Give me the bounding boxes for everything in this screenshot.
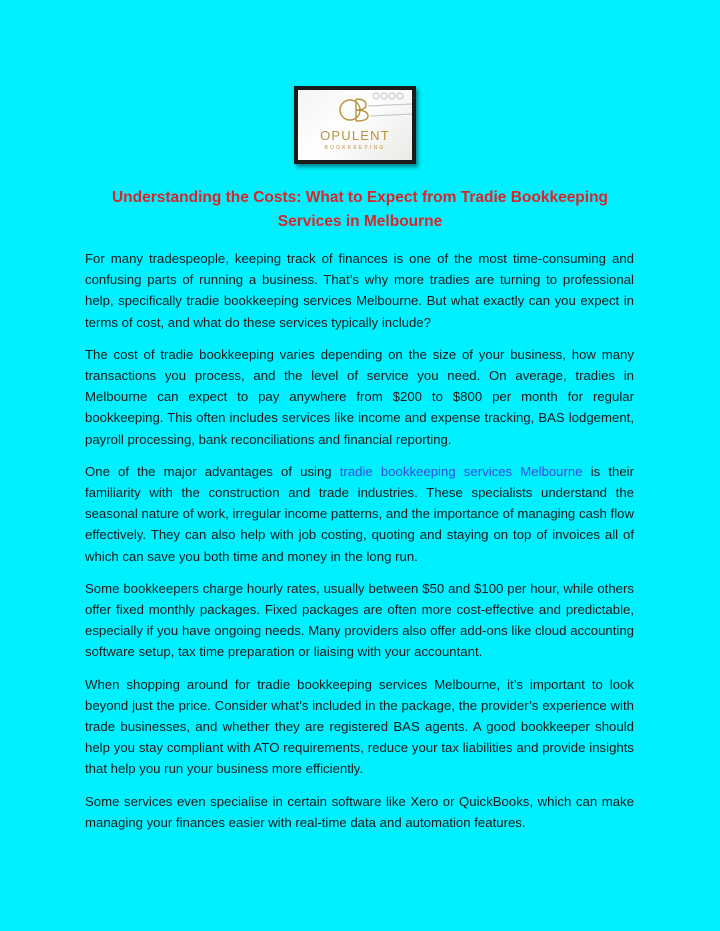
paragraph-cost: The cost of tradie bookkeeping varies depending on the size of your business, how many transactions you process, and the level of service you need. On average, tradies in Melbourne can expect to pay anywhere from $200 to $800 per month for regular bookkeeping. This often includes services like income and expense tracking, BAS lodgement, payroll processing, bank reconciliations and financial reporting. — [85, 346, 634, 447]
logo-name: OPULENT — [320, 128, 390, 143]
logo-tagline: BOOKKEEPING — [324, 145, 386, 151]
paragraph-software: Some services even specialise in certain software like Xero or QuickBooks, which can make managing your finances easier with real-time data and automation features. — [85, 793, 634, 830]
article-body — [85, 248, 634, 844]
logo-frame — [294, 86, 416, 164]
paragraph-advantages-rest: is their familiarity with the construction and trade industries. These specialists understand the seasonal nature of work, irregular income patterns, and the importance of managing cash flow effectively. They can also help with job costing, quoting and staying on top of invoices all of which can save you both time and money in the long run. — [85, 463, 634, 564]
paragraph-shopping: When shopping around for tradie bookkeeping services Melbourne, it’s important to look beyond just the price. Consider what’s included in the package, the provider’s experience with trade businesses, and whether they are registered BAS agents. A good bookkeeper should help you stay compliant with ATO requirements, reduce your tax liabilities and provide insights that help you run your business more efficiently. — [85, 676, 634, 777]
paragraph-advantages-lead: One of the major advantages of using — [85, 463, 340, 479]
paragraph-intro: For many tradespeople, keeping track of finances is one of the most time-consuming and confusing parts of running a business. That’s why more tradies are turning to professional help, specifically tradie bookkeeping services Melbourne. But what exactly can you expect in terms of cost, and what do these services typically include? — [85, 251, 634, 330]
logo — [298, 90, 412, 160]
article-title: Understanding the Costs: What to Expect from Tradie Bookkeeping Services in Melbourne — [111, 189, 609, 230]
paragraph-rates: Some bookkeepers charge hourly rates, usually between $50 and $100 per hour, while others offer fixed monthly packages. Fixed packages are often more cost-effective and predictable, especially if you have ongoing needs. Many providers also offer add-ons like cloud accounting software setup, tax time preparation or liaising with your accountant. — [85, 580, 634, 660]
paragraph-advantages — [85, 461, 634, 567]
tradie-bookkeeping-link[interactable]: tradie bookkeeping services Melbourne — [339, 463, 583, 479]
